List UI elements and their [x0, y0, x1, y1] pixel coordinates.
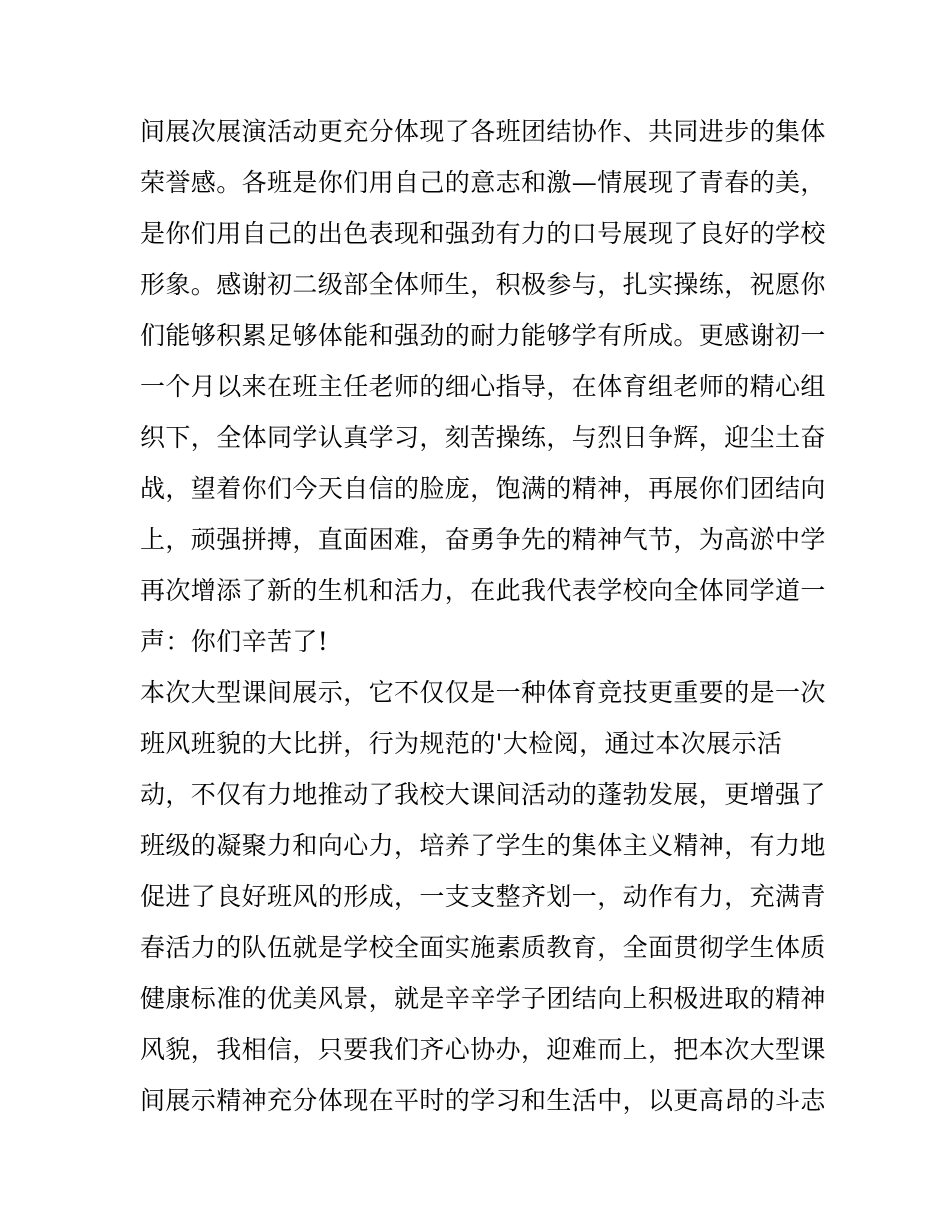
text-line-13: 班风班貌的大比拼，行为规范的'大检阅，通过本次展示活 — [140, 729, 783, 758]
text-line-11: 声：你们辛苦了! — [140, 627, 329, 656]
text-line-14: 动，不仅有力地推动了我校大课间活动的蓬勃发展，更增强了 — [140, 780, 826, 809]
text-line-6: 一个月以来在班主任老师的细心指导，在体育组老师的精心组 — [140, 372, 826, 401]
text-line-12: 本次大型课间展示，它不仅仅是一种体育竞技更重要的是一次 — [140, 678, 826, 707]
text-line-18: 健康标准的优美风景，就是辛辛学子团结向上积极进取的精神 — [140, 984, 826, 1013]
text-line-4: 形象。感谢初二级部全体师生，积极参与，扎实操练，祝愿你 — [140, 270, 826, 299]
text-line-16: 促进了良好班风的形成，一支支整齐划一，动作有力，充满青 — [140, 882, 826, 911]
text-line-15: 班级的凝聚力和向心力，培养了学生的集体主义精神，有力地 — [140, 831, 826, 860]
text-line-8: 战，望着你们今天自信的脸庞，饱满的精神，再展你们团结向 — [140, 474, 826, 503]
text-line-2: 荣誉感。各班是你们用自己的意志和激—情展现了青春的美， — [140, 168, 826, 197]
body-text — [140, 106, 830, 1126]
text-line-3: 是你们用自己的出色表现和强劲有力的口号展现了良好的学校 — [140, 219, 826, 248]
text-line-9: 上，顽强拼搏，直面困难，奋勇争先的精神气节，为高淤中学 — [140, 525, 826, 554]
text-line-10: 再次增添了新的生机和活力，在此我代表学校向全体同学道一 — [140, 576, 826, 605]
text-line-5: 们能够积累足够体能和强劲的耐力能够学有所成。更感谢初一 — [140, 321, 826, 350]
text-line-7: 织下，全体同学认真学习，刻苦操练，与烈日争辉，迎尘土奋 — [140, 423, 826, 452]
text-line-19: 风貌，我相信，只要我们齐心协办，迎难而上，把本次大型课 — [140, 1035, 826, 1064]
text-line-17: 春活力的队伍就是学校全面实施素质教育，全面贯彻学生体质 — [140, 933, 826, 962]
text-line-20: 间展示精神充分体现在平时的学习和生活中，以更高昂的斗志 — [140, 1086, 826, 1115]
text-line-1: 间展次展演活动更充分体现了各班团结协作、共同进步的集体 — [140, 117, 826, 146]
